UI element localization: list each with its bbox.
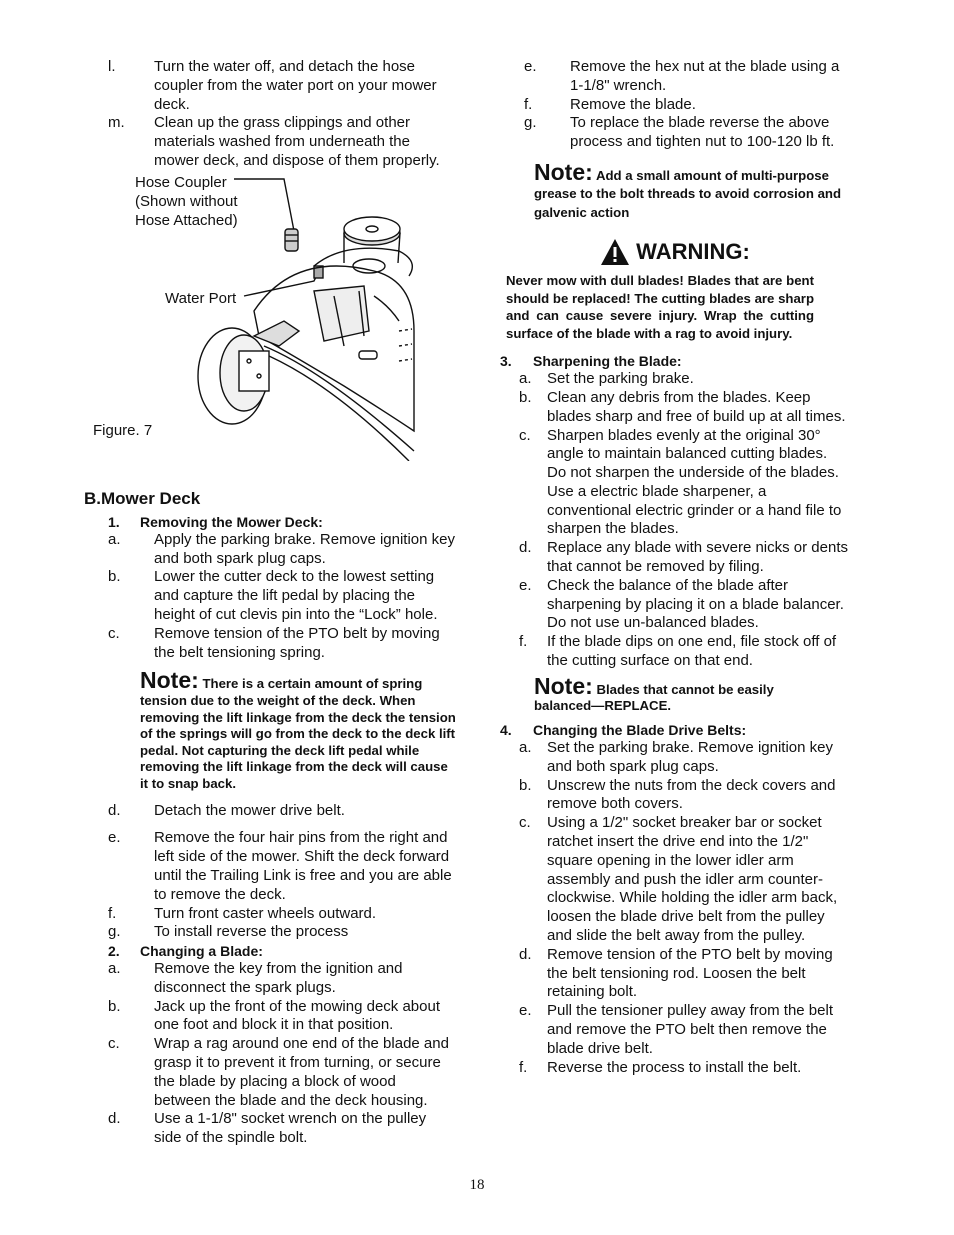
subsection-title [500, 721, 850, 739]
list-text: Remove tension of the PTO belt by moving the belt tensioning rod. Loosen the belt retaining bolt. [547, 945, 833, 1001]
list-letter: e. [108, 829, 121, 847]
list-text: Use a 1-1/8" socket wrench on the pulley side of the spindle bolt. [154, 1110, 427, 1147]
list-item [500, 370, 850, 389]
subsection-number: 3. [500, 353, 512, 370]
list-item [84, 905, 456, 924]
section-heading: B.Mower Deck [84, 488, 201, 508]
list-text: Reverse the process to install the belt. [547, 1058, 802, 1076]
list-text: Lower the cutter deck to the lowest setting and capture the lift pedal by placing the height of cut clevis pin into the “Lock” hole. [154, 568, 438, 623]
subsection-title [84, 513, 456, 531]
list-text: Turn the water off, and detach the hose coupler from the water port on your mower deck. [154, 58, 437, 113]
list-letter: a. [519, 739, 532, 757]
list-item [84, 923, 456, 942]
list-letter: b. [108, 568, 121, 586]
list-letter: d. [519, 945, 532, 963]
subsection-title-text: Removing the Mower Deck: [140, 513, 323, 530]
list-letter: f. [519, 1058, 528, 1076]
subsection-title [500, 352, 850, 370]
list-text: To replace the blade reverse the above process and tighten nut to 100-120 lb ft. [570, 114, 835, 151]
list-text: Jack up the front of the mowing deck about one foot and block it in that position. [154, 997, 441, 1034]
list-text: Remove the four hair pins from the right and left side of the mower. Shift the deck forward until the Trailing Link is free and you are able to remove the deck. [154, 829, 452, 903]
water-port-label: Water Port [165, 289, 237, 307]
list-text: Set the parking brake. [547, 370, 694, 388]
warning-header [500, 238, 850, 266]
note-head: Note: [534, 672, 593, 699]
list-text: Remove the hex nut at the blade using a 1-1/8" wrench. [570, 58, 840, 94]
note-text: There is a certain amount of spring tension due to the weight of the deck. When removing the lift linkage from the deck the tension of the springs will go from the deck to the deck lift pedal. Not capturing the deck lift pedal while removing the lift linkage from the deck will cause it to snap back. [140, 676, 456, 791]
list-item [84, 829, 456, 904]
hose-coupler-label: Hose Coupler (Shown without Hose Attached) [135, 173, 238, 229]
list-item [500, 777, 850, 815]
list-letter: e. [524, 58, 537, 75]
list-item [84, 1110, 456, 1148]
list-item [84, 625, 456, 663]
list-text: Sharpen blades evenly at the original 30° angle to maintain balanced cutting blades. Do not sharpen the underside of the blades. Use a electric blade sharpener, a conventional electric grinder or a hand file to sharpen the blades. [547, 426, 842, 538]
list-letter: e. [519, 1002, 532, 1020]
list-item [500, 427, 850, 540]
list-text: Set the parking brake. Remove ignition key and both spark plug caps. [547, 739, 833, 775]
list-text: Remove the key from the ignition and disconnect the spark plugs. [154, 960, 403, 996]
list-letter: g. [524, 114, 537, 132]
page-number: 18 [469, 1177, 485, 1193]
left-column [84, 58, 456, 1148]
list-item [84, 802, 456, 821]
subsection-number: 4. [500, 722, 512, 739]
list-letter: d. [519, 539, 532, 557]
list-item [500, 114, 850, 152]
list-letter: a. [108, 530, 121, 548]
warning-triangle-icon [600, 238, 630, 266]
note-spring-tension [140, 667, 456, 792]
list-letter: e. [519, 576, 532, 594]
list-item [500, 58, 850, 96]
list-text: If the blade dips on one end, file stock off of the cutting surface on that end. [547, 633, 837, 670]
list-item [84, 960, 456, 998]
list-letter: d. [108, 1110, 121, 1128]
list-item [500, 389, 850, 427]
list-text: Remove tension of the PTO belt by moving the belt tensioning spring. [154, 624, 440, 661]
list-text: Detach the mower drive belt. [154, 801, 345, 819]
list-item [84, 1035, 456, 1110]
right-column [500, 58, 850, 1077]
list-item [84, 58, 456, 114]
list-item [500, 1002, 850, 1058]
list-letter: b. [108, 997, 121, 1015]
list-letter: c. [108, 624, 120, 642]
list-item [500, 946, 850, 1002]
list-item [500, 814, 850, 946]
list-letter: a. [108, 960, 121, 978]
list-text: To install reverse the process [154, 923, 349, 941]
list-item [500, 633, 850, 671]
note-text: Add a small amount of multi-purpose grease to the bolt threads to avoid corrosion and galvenic action [534, 167, 842, 220]
list-item [84, 568, 456, 624]
list-text: Wrap a rag around one end of the blade and grasp it to prevent it from turning, or secure the blade by placing a block of wood between the blade and the deck housing. [154, 1035, 449, 1109]
list-item [500, 96, 850, 115]
list-text: Remove the blade. [570, 95, 696, 113]
list-letter: g. [108, 923, 121, 941]
list-item [500, 539, 850, 577]
figure-caption: Figure. 7 [93, 421, 153, 439]
list-text: Replace any blade with severe nicks or dents that cannot be removed by filing. [547, 539, 848, 576]
subsection-title [84, 942, 456, 960]
subsection-number: 2. [108, 943, 120, 960]
list-letter: a. [519, 370, 532, 388]
list-letter: f. [108, 904, 117, 922]
subsection-title-text: Changing the Blade Drive Belts: [533, 722, 747, 739]
list-letter: m. [108, 114, 125, 132]
note-head: Note: [140, 667, 199, 694]
list-item [500, 1059, 850, 1078]
note-text: Blades that cannot be easily balanced—REPLACE. [534, 681, 774, 714]
list-text: Clean up the grass clippings and other materials washed from underneath the mower deck, and dispose of them properly. [154, 114, 440, 169]
list-letter: c. [108, 1035, 120, 1053]
list-letter: l. [108, 58, 116, 75]
list-text: Check the balance of the blade after sharpening by placing it on a blade balancer. Do not use un-balanced blades. [547, 576, 844, 632]
subsection-title-text: Sharpening the Blade: [533, 353, 682, 370]
list-text: Clean any debris from the blades. Keep blades sharp and free of build up at all times. [547, 388, 846, 425]
note-balance [534, 672, 820, 715]
list-item [500, 577, 850, 633]
list-letter: c. [519, 426, 531, 444]
note-head: Note: [534, 158, 593, 185]
mower-deck-illustration [184, 171, 424, 461]
list-item [84, 998, 456, 1036]
list-letter: b. [519, 388, 532, 406]
list-letter: c. [519, 814, 531, 832]
subsection-number: 1. [108, 513, 120, 530]
list-letter: d. [108, 801, 121, 819]
list-letter: b. [519, 776, 532, 794]
list-text: Apply the parking brake. Remove ignition key and both spark plug caps. [154, 530, 455, 567]
list-text: Pull the tensioner pulley away from the belt and remove the PTO belt then remove the blade drive belt. [547, 1002, 833, 1057]
list-text: Unscrew the nuts from the deck covers and remove both covers. [547, 776, 836, 813]
list-text: Turn front caster wheels outward. [154, 904, 377, 922]
warning-title: WARNING: [636, 239, 750, 265]
list-letter: f. [519, 633, 528, 651]
list-letter: f. [524, 95, 533, 113]
list-item [500, 739, 850, 777]
list-text: Using a 1/2" socket breaker bar or socket ratchet insert the drive end into the 1/2" square opening in the lower idler arm assembly and push the idler arm counter-clockwise. While holding the idler arm back, loosen the blade drive belt from the pulley and slide the belt away from the pulley. [547, 814, 838, 945]
warning-text: Never mow with dull blades! Blades that are bent should be replaced! The cutting blades are sharp and can cause severe injury. Wrap the cutting surface of the blade with a rag to avoid injury. [506, 273, 814, 341]
note-grease [534, 158, 850, 223]
list-item [84, 531, 456, 569]
subsection-title-text: Changing a Blade: [140, 943, 263, 960]
figure-7 [84, 171, 456, 471]
list-item [84, 114, 456, 170]
